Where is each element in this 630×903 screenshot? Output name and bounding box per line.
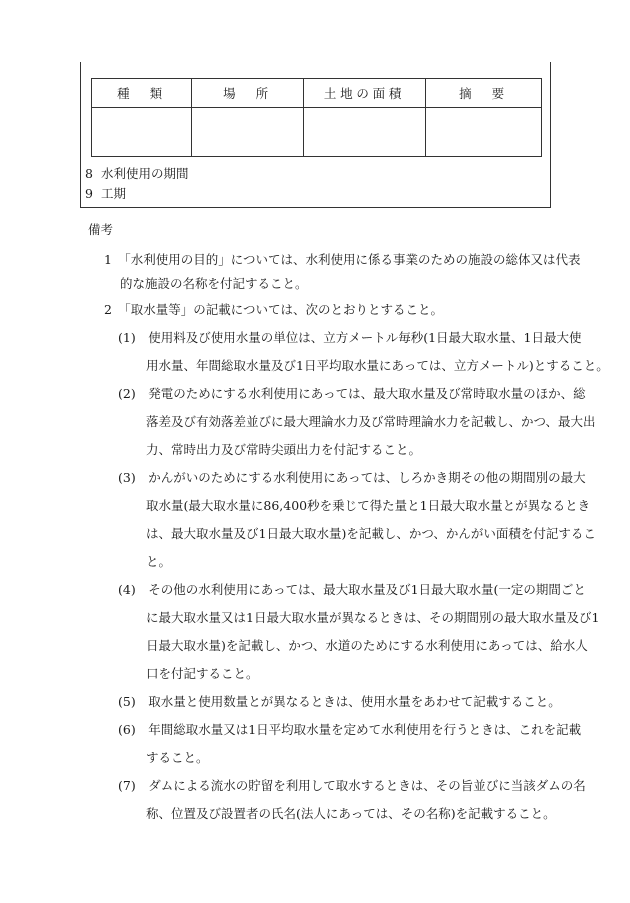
table-cell xyxy=(304,108,426,157)
remark-line: (3) かんがいのためにする水利使用にあっては、しろかき期その他の期間別の最大 xyxy=(118,470,586,485)
form-box xyxy=(80,62,551,208)
remark-line: (7) ダムによる流水の貯留を利用して取水するときは、その旨並びに当該ダムの名 xyxy=(118,778,586,793)
item-label: 工期 xyxy=(101,186,127,201)
remark-line: (6) 年間総取水量又は1日平均取水量を定めて水利使用を行うときは、これを記載 xyxy=(118,722,582,737)
remarks-title: 備考 xyxy=(88,222,114,237)
remark-line: 1 「水利使用の目的」については、水利使用に係る事業のための施設の総体又は代表 xyxy=(104,252,581,267)
remark-line: は、最大取水量及び1日最大取水量)を記載し、かつ、かんがい面積を付記するこ xyxy=(146,526,596,541)
remark-line: に最大取水量又は1日最大取水量が異なるときは、その期間別の最大取水量及び1 xyxy=(146,610,600,625)
table-row xyxy=(92,108,542,157)
remark-line: と。 xyxy=(146,554,172,569)
remark-line: 日最大取水量)を記載し、かつ、水道のためにする水利使用にあっては、給水人 xyxy=(146,638,588,653)
header-summary: 摘 要 xyxy=(426,79,542,108)
item-number: 8 xyxy=(85,166,93,181)
remark-line: 口を付記すること。 xyxy=(146,666,259,681)
item-number: 9 xyxy=(85,186,93,201)
remark-line: (5) 取水量と使用数量とが異なるときは、使用水量をあわせて記載すること。 xyxy=(118,694,561,709)
header-location: 場 所 xyxy=(192,79,304,108)
land-table xyxy=(91,78,542,157)
remark-line: 的な施設の名称を付記すること。 xyxy=(120,276,308,291)
remark-line: (4) その他の水利使用にあっては、最大取水量及び1日最大取水量(一定の期間ごと xyxy=(118,582,586,597)
item-9 xyxy=(85,184,126,202)
header-land-area: 土地の面積 xyxy=(304,79,426,108)
remark-line: (1) 使用料及び使用水量の単位は、立方メートル毎秒(1日最大取水量、1日最大使 xyxy=(118,330,582,345)
remark-line: 落差及び有効落差並びに最大理論水力及び常時理論水力を記載し、かつ、最大出 xyxy=(146,414,596,429)
table-cell xyxy=(92,108,192,157)
remark-line: 称、位置及び設置者の氏名(法人にあっては、その名称)を記載すること。 xyxy=(146,806,556,821)
remark-line: 力、常時出力及び常時尖頭出力を付記すること。 xyxy=(146,442,422,457)
remark-line: すること。 xyxy=(146,750,209,765)
table-cell xyxy=(426,108,542,157)
remark-line: 用水量、年間総取水量及び1日平均取水量にあっては、立方メートル)とすること。 xyxy=(146,358,609,373)
header-type: 種 類 xyxy=(92,79,192,108)
remark-line: 取水量(最大取水量に86,400秒を乗じて得た量と1日最大取水量とが異なるとき xyxy=(146,498,591,513)
table-header-row xyxy=(92,79,542,108)
remark-line: (2) 発電のためにする水利使用にあっては、最大取水量及び常時取水量のほか、総 xyxy=(118,386,586,401)
item-8 xyxy=(85,164,189,182)
item-label: 水利使用の期間 xyxy=(101,166,189,181)
remark-line: 2 「取水量等」の記載については、次のとおりとすること。 xyxy=(104,302,443,317)
table-cell xyxy=(192,108,304,157)
